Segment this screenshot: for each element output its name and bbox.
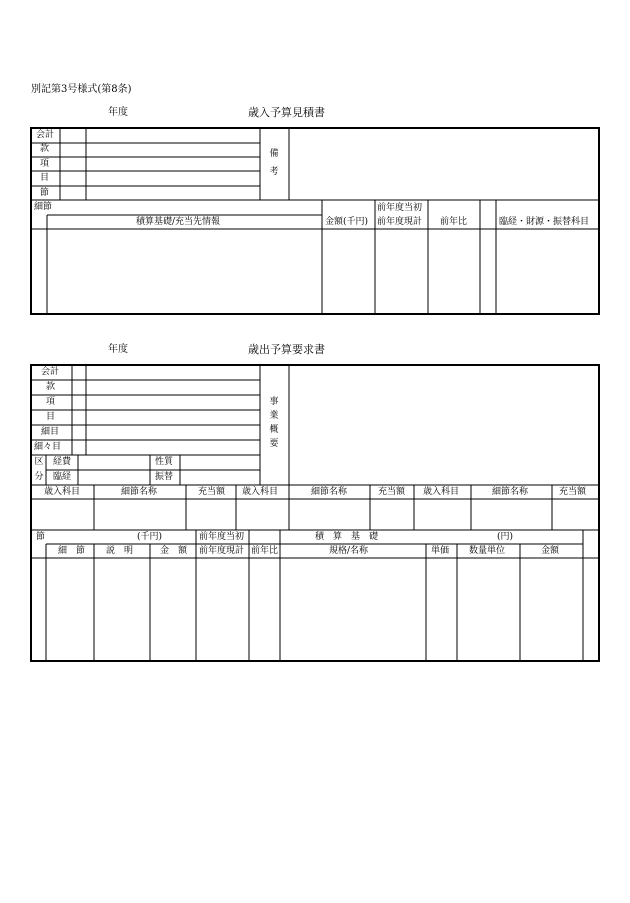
- summary-char-2: 業: [269, 411, 279, 421]
- alloc-header-revenue-item-1: 歳入科目: [44, 487, 81, 497]
- exp-thousand-yen-label: (千円): [137, 532, 163, 542]
- revenue-row-setsu: 節: [40, 188, 50, 198]
- exp-unit-price-label: 単価: [431, 546, 450, 556]
- alloc-header-detail-name-2: 細節名称: [311, 487, 348, 497]
- exp-summary-label: [268, 398, 280, 449]
- revenue-row-kaikei: 会計: [36, 130, 55, 140]
- alloc-header-amount-1: 充当額: [198, 487, 226, 497]
- exp-row-saimoku: 細目: [41, 427, 60, 437]
- alloc-header-amount-2: 充当額: [378, 487, 406, 497]
- revenue-ratio-label: 前年比: [440, 217, 468, 227]
- alloc-header-revenue-item-2: 歳入科目: [242, 487, 279, 497]
- revenue-year-label: 年度: [108, 107, 128, 118]
- exp-rinkei-label: 臨経: [53, 472, 72, 482]
- remarks-char-2: 考: [269, 167, 279, 177]
- summary-char-4: 要: [269, 439, 279, 449]
- exp-amount2-label: 金額: [541, 546, 560, 556]
- exp-row-kou: 項: [46, 397, 56, 407]
- summary-char-3: 概: [269, 425, 279, 435]
- revenue-row-kan: 款: [40, 144, 50, 154]
- alloc-header-revenue-item-3: 歳入科目: [423, 487, 460, 497]
- exp-expense-label: 経費: [53, 457, 72, 467]
- kubun-char-1: 区: [34, 457, 44, 467]
- exp-qty-label: 数量単位: [469, 546, 506, 556]
- expenditure-year-label: 年度: [108, 344, 128, 355]
- summary-char-1: 事: [269, 397, 279, 407]
- kubun-char-2: 分: [34, 472, 44, 482]
- alloc-header-amount-3: 充当額: [559, 487, 587, 497]
- exp-ratio-label: 前年比: [251, 546, 279, 556]
- revenue-detail-label: 細節: [34, 202, 53, 212]
- exp-yen-label: (円): [497, 532, 514, 542]
- revenue-row-kou: 項: [40, 159, 50, 169]
- exp-row-saisaimoku: 細々目: [34, 442, 62, 452]
- revenue-title: 歳入予算見積書: [248, 106, 325, 119]
- revenue-basis-label: 積算基礎/充当先情報: [136, 217, 221, 227]
- exp-amount-label: 金 額: [160, 546, 188, 556]
- exp-calc-basis-label: 積 算 基 礎: [315, 532, 379, 542]
- exp-spec-label: 規格/名称: [329, 546, 369, 556]
- exp-setsu-label: 節: [36, 532, 46, 542]
- revenue-remarks-label: [268, 150, 280, 177]
- exp-kubun-label: [33, 458, 45, 482]
- exp-row-kaikei: 会計: [41, 367, 60, 377]
- revenue-prev-current-label: 前年度現計: [377, 217, 423, 227]
- form-label: 別記第3号様式(第8条): [31, 84, 132, 95]
- revenue-row-moku: 目: [40, 173, 50, 183]
- exp-explanation-label: 説 明: [106, 546, 134, 556]
- exp-row-kan: 款: [46, 382, 56, 392]
- revenue-prev-initial-label: 前年度当初: [377, 203, 423, 213]
- exp-transfer-label: 振替: [155, 472, 174, 482]
- expenditure-form-border: [31, 365, 599, 661]
- revenue-amount-label: 金額(千円): [325, 217, 369, 227]
- alloc-header-detail-name-3: 細節名称: [492, 487, 529, 497]
- alloc-header-detail-name-1: 細節名称: [121, 487, 158, 497]
- exp-nature-label: 性質: [155, 457, 174, 467]
- remarks-char-1: 備: [269, 149, 279, 159]
- expenditure-title: 歳出予算要求書: [248, 343, 325, 356]
- exp-prev-current-label: 前年度現計: [199, 546, 245, 556]
- exp-prev-initial-label: 前年度当初: [199, 532, 245, 542]
- exp-row-moku: 目: [46, 412, 56, 422]
- exp-sub-detail-label: 細 節: [58, 546, 86, 556]
- revenue-misc-label: 臨経・財源・振替科目: [499, 217, 590, 227]
